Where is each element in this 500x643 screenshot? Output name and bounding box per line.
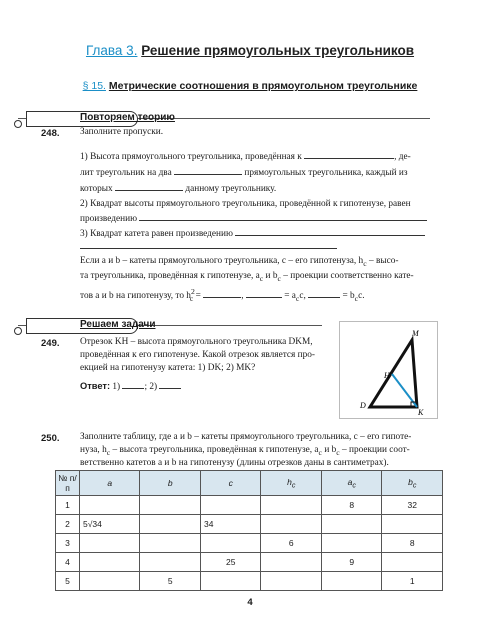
p250-line1: Заполните таблицу, где a и b – катеты прямоугольного треугольника, c – его гипоте- xyxy=(80,432,412,442)
col-b: b xyxy=(140,471,201,496)
section-label-tasks: Решаем задачи xyxy=(80,319,156,330)
p248-item1-line2: лит треугольник на два прямоугольных треугольника, каждый из xyxy=(80,165,440,181)
col-bc: $b_c$ xyxy=(382,471,443,496)
table-row: 5 5 1 xyxy=(56,572,443,591)
p248-definition-line3: тов a и b на гипотенузу, то $h^2_c$ = , = $a_cc$, = $b_cc$. xyxy=(80,287,365,303)
p249-answer: Ответ: 1) ; 2) xyxy=(80,379,280,395)
chapter-name: Решение прямоугольных треугольников xyxy=(141,43,415,58)
p248-item2-line1: 2) Квадрат высоты прямоугольного треугольника, проведённой к гипотенузе, равен xyxy=(80,199,411,209)
col-a: a xyxy=(79,471,140,496)
p248-item3-blank-line2 xyxy=(80,248,337,249)
section-label-theory: Повторяем теорию xyxy=(80,112,175,123)
paragraph-number: § 15. xyxy=(82,80,106,92)
p248-definition-line2: та треугольника, проведённая к гипотенузе, $a_c$ и $b_c$ – проекции соответственно кате- xyxy=(80,271,414,283)
table-row: 3 6 8 xyxy=(56,534,443,553)
table-header-row xyxy=(56,471,443,496)
col-ac: $a_c$ xyxy=(321,471,382,496)
p249-line2: проведённая к его гипотенузе. Какой отрезок является про- xyxy=(80,350,315,360)
chapter-title xyxy=(0,43,500,58)
figure-249-frame xyxy=(339,321,438,419)
table-row: 1 8 32 xyxy=(56,496,443,515)
problem-248-number: 248. xyxy=(41,128,60,139)
col-hc: $h_c$ xyxy=(261,471,322,496)
problem-250-number: 250. xyxy=(41,433,60,444)
p250-line2: нуза, $h_c$ – высота треугольника, проведённая к гипотенузе, $a_c$ и $b_c$ – проекции соот- xyxy=(80,445,410,457)
label-d: D xyxy=(360,401,366,410)
table-250 xyxy=(55,470,443,591)
table-row: 4 25 9 xyxy=(56,553,443,572)
p248-item1-line1: 1) Высота прямоугольного треугольника, проведённая к , де- xyxy=(80,149,440,165)
table-row: 2 5√34 34 xyxy=(56,515,443,534)
p248-item2-line2: произведению xyxy=(80,211,440,227)
p249-line3: екцией на гипотенузу катета: 1) DK; 2) MK? xyxy=(80,363,256,373)
p250-line3: ветственно катетов a и b на гипотенузу (длины отрезков даны в сантиметрах). xyxy=(80,458,389,468)
col-num: № п/п xyxy=(56,471,80,496)
p248-definition-line1: Если a и b – катеты прямоугольного треугольника, c – его гипотенуза, $h_c$ – высо- xyxy=(80,256,399,268)
section-marker-theory xyxy=(14,120,22,128)
section-marker-tasks xyxy=(14,327,22,335)
paragraph-name: Метрические соотношения в прямоугольном треугольнике xyxy=(108,80,418,92)
label-h: H xyxy=(384,371,390,380)
problem-248-intro: Заполните пропуски. xyxy=(80,127,164,137)
p249-line1: Отрезок KH – высота прямоугольного треугольника DKM, xyxy=(80,337,313,347)
col-c: c xyxy=(200,471,261,496)
p248-item3-line1: 3) Квадрат катета равен произведению xyxy=(80,226,440,242)
chapter-number: Глава 3. xyxy=(85,43,138,58)
paragraph-title xyxy=(0,80,500,92)
answer-label: Ответ: xyxy=(80,381,111,391)
problem-249-number: 249. xyxy=(41,338,60,349)
page-number: 4 xyxy=(247,597,253,608)
label-k: K xyxy=(418,408,424,417)
label-m: M xyxy=(412,329,419,338)
p248-item1-line3: которых данному треугольнику. xyxy=(80,181,440,197)
triangle-dkm-figure xyxy=(340,322,437,418)
